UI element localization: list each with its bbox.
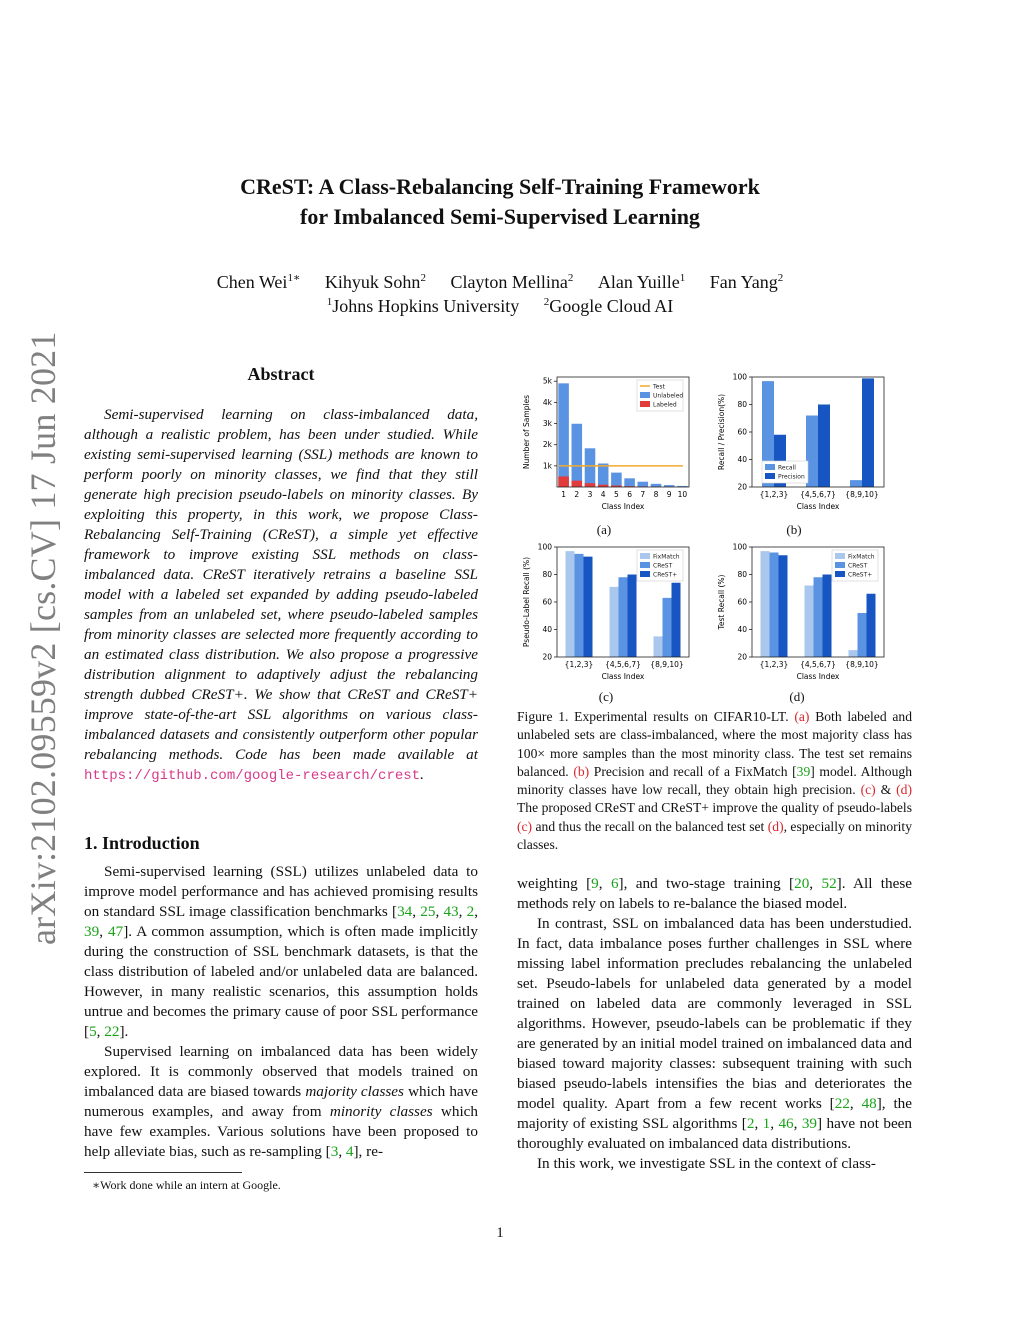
paper-title [0,172,1000,232]
y-tick-label: 80 [542,570,552,579]
bar-crest [663,598,672,657]
chart-c [522,543,689,682]
y-tick-label: 4k [542,397,552,407]
bar-crest- [823,575,832,658]
citation-link[interactable]: 48 [861,1095,877,1112]
subfigure-ref-c[interactable]: (c) [860,782,876,798]
bar-crest- [628,575,637,658]
chart-a [522,377,689,511]
legend-swatch [640,553,650,559]
x-tick-label: 5 [614,490,619,499]
citation-link[interactable]: 43 [443,903,459,920]
figure-1 [517,365,917,705]
x-tick-label: {8,9,10} [845,490,879,499]
x-tick-label: 4 [600,490,606,499]
bar-unlabeled [611,473,622,487]
citation-link[interactable]: 22 [104,1023,120,1040]
y-tick-label: 20 [737,652,747,662]
footnote: ∗Work done while an intern at Google. [92,1178,281,1192]
citation-link[interactable]: 6 [610,875,619,892]
legend-label: CReST [848,562,868,570]
bar-labeled [558,476,569,487]
legend-label: Precision [778,473,805,481]
bar-fixmatch [610,587,619,657]
y-tick-label: 40 [737,625,747,634]
introduction-body [84,862,478,1162]
citation-link[interactable]: 3 [330,1143,339,1160]
bar-fixmatch [849,650,858,657]
legend-label: Unlabeled [653,392,684,400]
y-tick-label: 60 [542,597,552,607]
bar-crest- [672,583,681,657]
x-tick-label: {8,9,10} [650,660,684,669]
arxiv-identifier: arXiv:2102.09559v2 [cs.CV] 17 Jun 2021 [23,331,63,945]
code-url-link[interactable]: https://github.com/google-research/crest [84,768,421,784]
bar-crest- [584,557,593,657]
citation-link[interactable]: 4 [345,1143,354,1160]
author: Clayton Mellina$^2$ [450,272,574,292]
abstract-paragraph: Semi-supervised learning on class-imbalanced data, although a realistic problem, has been under studied. While existing semi-supervised learning (SSL) methods are known to perform poorly on minority classes, we find that they still generate high precision pseudo-labels on minority classes. By exploiting this property, in this work, we propose Class-Rebalancing Self-Training (CReST), a simple yet effective framework to improve existing SSL methods on class-imbalanced data. CReST iteratively retrains a baseline SSL model with a labeled set expanded by adding pseudo-labeled samples from an unlabeled set, where pseudo-labeled samples from minority classes are selected more frequently according to an estimated class distribution. We also propose a progressive distribution alignment to adaptively adjust the rebalancing strength dubbed CReST+. We show that CReST and CReST+ improve state-of-the-art SSL algorithms on various class-imbalanced datasets and consistently outperform other popular rebalancing methods. Code has been made available at https://github.com/google-research/crest. [84,406,478,784]
bar-unlabeled [651,484,662,487]
bar-fixmatch [654,636,663,657]
section-heading-introduction: 1. Introduction [84,833,200,853]
y-tick-label: 1k [542,461,552,471]
citation-link[interactable]: 25 [420,903,436,920]
x-tick-label: 2 [574,490,580,499]
legend-label: Test [653,383,665,391]
legend-label: CReST [653,562,673,570]
legend-swatch [640,562,650,568]
legend-label: FixMatch [848,553,875,561]
bar-crest- [867,594,876,657]
bar-recall [850,480,862,487]
legend-swatch [640,392,650,398]
y-tick-label: 40 [542,625,552,634]
y-tick-label: 20 [737,482,747,492]
x-tick-label: {4,5,6,7} [800,660,836,669]
y-tick-label: 80 [737,570,747,579]
x-axis-label: Class Index [796,502,840,511]
affiliation: $^1$Johns Hopkins University [326,296,520,316]
right-paragraph-2: In contrast, SSL on imbalanced data has been understudied. In fact, data imbalance poses further challenges in SSL where missing label information precludes rebalancing the unlabeled set. Pseudo-labels for unlabeled data generated by a model trained on labeled data are commonly leveraged in SSL algorithms. However, pseudo-labels can be problematic if they are generated by an initial model trained on imbalanced data and biased toward majority classes: subsequent training with such biased pseudo-labels intensifies the bias and deteriorates the model quality. Apart from a few recent works [22, 48], the majority of existing SSL algorithms [2, 1, 46, 39] have not been thoroughly evaluated on imbalanced data distributions. [517,915,913,1152]
right-paragraph-1: weighting [9, 6], and two-stage training [20, 52]. All these methods rely on labels to re-balance the biased model. [517,875,913,912]
y-tick-label: 100 [732,542,747,552]
x-tick-label: {1,2,3} [564,660,594,669]
title-line-2: for Imbalanced Semi-Supervised Learning [300,204,700,229]
subfigure-ref-d[interactable]: (d) [767,818,784,834]
y-axis-label: Test Recall (%) [717,574,726,630]
citation-link[interactable]: 39 [796,763,811,779]
legend-swatch [765,473,775,479]
bar-labeled [585,483,596,487]
x-tick-label: 9 [666,490,672,499]
citation-link[interactable]: 1 [762,1115,771,1132]
subfigure-label-b: (b) [786,522,802,537]
legend-label: CReST+ [848,571,873,579]
y-tick-label: 100 [732,372,747,382]
y-tick-label: 60 [737,597,747,607]
bar-fixmatch [761,551,770,657]
y-tick-label: 60 [737,427,747,437]
citation-link[interactable]: 39 [801,1115,818,1132]
author-list [0,270,1000,294]
legend-swatch [765,464,775,470]
citation-link[interactable]: 5 [89,1023,97,1040]
y-axis-label: Recall / Precision(%) [717,393,726,471]
bar-fixmatch [805,586,814,658]
x-tick-label: 3 [587,490,593,499]
y-axis-label: Pseudo-Label Recall (%) [522,556,531,648]
x-tick-label: {4,5,6,7} [800,490,836,499]
y-tick-label: 2k [542,440,552,450]
bar-unlabeled [585,448,596,487]
legend-swatch [835,562,845,568]
bar-precision [862,378,874,487]
x-tick-label: {1,2,3} [759,490,789,499]
legend-swatch [640,401,650,407]
legend-label: CReST+ [653,571,678,579]
y-tick-label: 20 [542,652,552,662]
subfigure-label-a: (a) [596,522,612,537]
citation-link[interactable]: 47 [108,923,124,940]
bar-unlabeled [638,482,649,487]
x-tick-label: {8,9,10} [845,660,879,669]
bar-crest [619,577,628,657]
y-tick-label: 100 [537,542,552,552]
citation-link[interactable]: 39 [84,923,100,940]
author: Alan Yuille$^1$ [597,272,686,292]
affiliation-list [0,294,1000,318]
bar-labeled [572,481,583,487]
legend-label: FixMatch [653,553,680,561]
legend-swatch [640,571,650,577]
y-tick-label: 3k [542,419,552,429]
bar-unlabeled [598,464,609,487]
legend-label: Recall [778,464,796,472]
y-tick-label: 40 [737,455,747,464]
citation-link[interactable]: 22 [834,1095,850,1112]
author: Kihyuk Sohn$^2$ [324,272,426,292]
author-block [0,270,1000,318]
bar-crest [858,613,867,657]
bar-crest [814,577,823,657]
author: Chen Wei$^{1∗}$ [216,272,301,292]
citation-link[interactable]: 52 [821,875,837,892]
bar-precision [818,405,830,488]
abstract-heading: Abstract [247,364,315,384]
footnote-rule [84,1172,242,1173]
x-axis-label: Class Index [601,502,645,511]
subfigure-ref-a[interactable]: (a) [794,709,810,724]
x-tick-label: 8 [653,490,659,499]
x-axis-label: Class Index [796,672,840,681]
bar-unlabeled [572,424,583,487]
title-line-1: CReST: A Class-Rebalancing Self-Training Framework [240,174,760,199]
citation-link[interactable]: 9 [591,875,599,892]
bar-unlabeled [558,383,569,487]
x-tick-label: 7 [640,490,646,499]
legend-label: Labeled [653,401,677,409]
legend-swatch [835,553,845,559]
page-number: 1 [496,1225,504,1241]
abstract-body [84,405,478,786]
right-paragraph-3: In this work, we investigate SSL in the context of class- [537,1155,876,1172]
chart-b [717,373,884,512]
x-tick-label: {1,2,3} [759,660,789,669]
affiliation: $^2$Google Cloud AI [543,296,674,316]
citation-link[interactable]: 20 [794,875,810,892]
citation-link[interactable]: 34 [397,903,413,920]
x-tick-label: 6 [627,490,632,499]
subfigure-ref-d[interactable]: (d) [896,782,912,798]
bar-fixmatch [566,551,575,657]
x-tick-label: 10 [677,490,688,499]
y-tick-label: 5k [542,376,552,386]
citation-link[interactable]: 2 [746,1115,755,1132]
figure-caption: Figure 1. Experimental results on CIFAR10-LT. (a) Both labeled and unlabeled sets are class-imbalanced, where the most majority class has 100× more samples than the most minority class. The test set remains balanced. (b) Precision and recall of a FixMatch [39] model. Although minority classes have low recall, they obtain high precision. (c) & (d) The proposed CReST and CReST+ improve the quality of pseudo-labels (c) and thus the recall on the balanced test set (d), especially on minority classes. [517,709,912,853]
intro-paragraph-1: Semi-supervised learning (SSL) utilizes unlabeled data to improve model performance and has achieved promising results on standard SSL image classification benchmarks [34, 25, 43, 2, 39, 47]. A common assumption, which is often made implicitly during the construction of SSL benchmark datasets, is that the class distribution of labeled and/or unlabeled data are balanced. However, in many realistic scenarios, this assumption holds untrue and becomes the primary cause of poor SSL performance [5, 22]. [84,863,479,1040]
legend-swatch [835,571,845,577]
citation-link[interactable]: 2 [466,903,475,920]
author: Fan Yang$^2$ [709,272,784,292]
bar-unlabeled [624,478,635,487]
x-axis-label: Class Index [601,672,645,681]
bar-crest [770,553,779,658]
subfigure-label-c: (c) [598,689,614,704]
right-column-body [517,874,912,1174]
subfigure-label-d: (d) [789,689,805,704]
x-tick-label: {4,5,6,7} [605,660,641,669]
intro-paragraph-2: Supervised learning on imbalanced data has been widely explored. It is commonly observed that models trained on imbalanced data are biased towards majority classes which have numerous examples, and away from minority classes which have few examples. Various solutions have been proposed to help alleviate bias, such as re-sampling [3, 4], re- [84,1043,479,1160]
subfigure-ref-c[interactable]: (c) [517,818,533,834]
bar-crest [575,554,584,657]
x-tick-label: 1 [561,490,566,499]
y-tick-label: 80 [737,400,747,409]
bar-crest- [779,555,788,657]
citation-link[interactable]: 46 [778,1115,794,1132]
chart-d [717,543,884,682]
subfigure-ref-b[interactable]: (b) [573,763,590,779]
y-axis-label: Number of Samples [522,394,531,470]
